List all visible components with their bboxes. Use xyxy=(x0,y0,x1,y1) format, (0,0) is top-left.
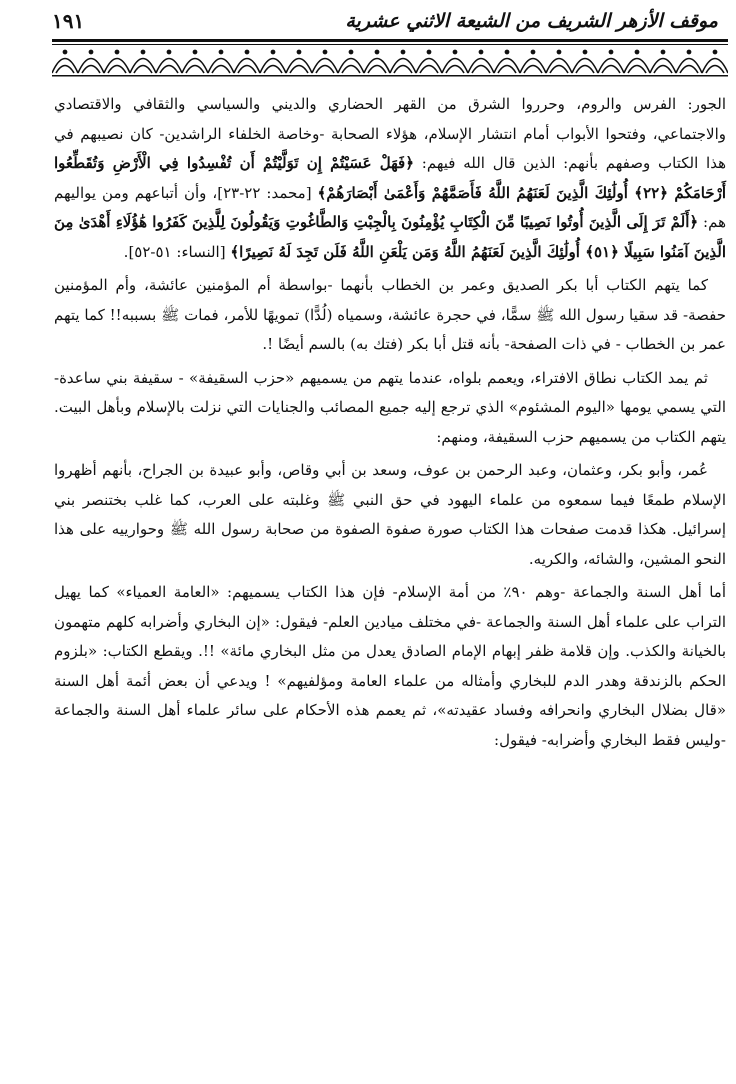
ornament-dot xyxy=(635,50,638,53)
ornament-dot xyxy=(141,50,144,53)
ornament-dot xyxy=(557,50,560,53)
ornament-loop xyxy=(186,66,204,74)
ornament-dot xyxy=(427,50,430,53)
ornament-dot xyxy=(271,50,274,53)
ornament-dot xyxy=(297,50,300,53)
ornament-dot xyxy=(219,50,222,53)
ornament-loop xyxy=(498,66,516,74)
ornament-loop xyxy=(212,66,230,74)
quran-verse-nisa-51-52: ﴿أَلَمْ تَرَ إِلَى الَّذِينَ أُوتُوا نَصِيبًا مِّنَ الْكِتَابِ يُؤْمِنُونَ بِالْجِبْتِ وَالطَّاغُوتِ وَيَقُولُونَ لِلَّذِينَ كَفَرُوا هَٰؤُلَاءِ أَهْدَىٰ مِنَ الَّذِينَ آمَنُوا سَبِيلًا ﴿٥١﴾ أُولَٰئِكَ الَّذِينَ لَعَنَهُمُ اللَّهُ وَمَن يَلْعَنِ اللَّهُ فَلَن تَجِدَ لَهُ نَصِيرًا﴾ xyxy=(54,213,726,261)
ornament-loop xyxy=(628,66,646,74)
running-title: موقف الأزهر الشريف من الشيعة الاثني عشرية xyxy=(345,10,718,32)
paragraph-1 xyxy=(54,90,726,267)
ornament-dot xyxy=(479,50,482,53)
ornament-loop xyxy=(160,66,178,74)
ornament-dot xyxy=(687,50,690,53)
text-segment: الجور: الفرس والروم، وحرروا الشرق من القهر الحضاري والديني والسياسي والثقافي والاقتصادي والاجتماعي، وفتحوا الأبواب أمام انتشار الإسلام، هؤلاء الصحابة -وخاصة الخلفاء الراشدين- كان نصيبهم في هذا الكتاب وصفهم بأنهم: الذين قال الله فيهم: xyxy=(54,95,726,172)
ornament-dot xyxy=(505,50,508,53)
paragraph-5 xyxy=(54,578,726,755)
text-segment: ثم يمد الكتاب نطاق الافتراء، ويعمم بلواه، عندما يتهم من يسميهم «حزب السقيفة» - سقيفة بني ساعدة- التي يسمي يومها «اليوم المشئوم» الذي ترجع إليه جميع المصائب والجنايات التي نزلت بالإسلام وبأهل البيت. يتهم الكتاب من يسميهم حزب السقيفة، ومنهم: xyxy=(54,368,726,446)
citation: [النساء: ٥١-٥٢]. xyxy=(123,242,231,261)
ornament-loop xyxy=(550,66,568,74)
arabesque-border-icon xyxy=(52,38,728,80)
ornament-loop xyxy=(290,66,308,74)
text-segment: عُمر، وأبو بكر، وعثمان، وعبد الرحمن بن عوف، وسعد بن أبي وقاص، وأبو عبيدة بن الجراح، بأنهم أظهروا الإسلام طمعًا فيما سمعوه من علماء اليهود في حق النبي ﷺ وغلبته على العرب، كما غلب بختنصر بني إسرائيل. هكذا قدمت صفحات هذا الكتاب صورة صفوة الصفوة من صحابة رسول الله ﷺ وحوارييه على هذا النحو المشين، والشائه، والكريه. xyxy=(54,461,726,568)
ornament-dot xyxy=(89,50,92,53)
ornament-dot xyxy=(323,50,326,53)
ornament-loop xyxy=(108,66,126,74)
ornament-loop xyxy=(264,66,282,74)
ornament-dot xyxy=(63,50,66,53)
main-text xyxy=(54,90,726,755)
ornament-loop xyxy=(472,66,490,74)
ornament-loop xyxy=(680,66,698,74)
paragraph-3 xyxy=(54,364,726,453)
ornament-loop xyxy=(394,66,412,74)
ornament-loop xyxy=(368,66,386,74)
ornament-dot xyxy=(713,50,716,53)
ornament-loop xyxy=(56,66,74,74)
ornament-dot xyxy=(453,50,456,53)
text-segment: كما يتهم الكتاب أبا بكر الصديق وعمر بن الخطاب بأنهما -بواسطة أم المؤمنين عائشة، وأم المؤمنين حفصة- قد سقيا رسول الله ﷺ سمًّا، في حجرة عائشة، وسمياه (لُدًّا) تمويهًا للأمر، فمات ﷺ بسببه!! كما يتهم عمر بن الخطاب - في ذات الصفحة- بأنه قتل أبا بكر (فتك به) بالسم أيضًا !. xyxy=(54,276,726,353)
ornament-loop xyxy=(342,66,360,74)
ornament-dot xyxy=(583,50,586,53)
ornament-loop xyxy=(446,66,464,74)
ornament-loop xyxy=(82,66,100,74)
ornament-loop xyxy=(654,66,672,74)
ornament-loop xyxy=(420,66,438,74)
ornament-loop xyxy=(602,66,620,74)
ornament-dot xyxy=(349,50,352,53)
text-segment: أما أهل السنة والجماعة -وهم ٩٠٪ من أمة الإسلام- فإن هذا الكتاب يسميهم: «العامة العمياء» كما يهيل التراب على علماء أهل السنة والجماعة -في مختلف ميادين العلم- فيقول: «إن البخاري وأضرابه كلهم متهمون بالخيانة والكذب. وإن قلامة ظفر إبهام الإمام الصادق يعدل من مثل البخاري مائة» !!. ويقطع الكتاب: «بلزوم الحكم بالزندقة وهدر الدم للبخاري وأمثاله من علماء العامة ومؤلفيهم» ! ويدعي أن بعض أئمة أهل السنة «قال بضلال البخاري وانحرافه وفساد عقيدته»، ثم يعمم هذه الأحكام على سائر علماء أهل السنة والجماعة -وليس فقط البخاري وأضرابه- فيقول: xyxy=(54,583,726,749)
page-header xyxy=(52,6,718,36)
ornament-dot xyxy=(245,50,248,53)
page-number: ١٩١ xyxy=(52,9,85,33)
ornament-loop xyxy=(706,66,724,74)
ornament-dot xyxy=(167,50,170,53)
ornament-loop xyxy=(576,66,594,74)
quran-verse-muhammad-22-23: ﴿فَهَلْ عَسَيْتُمْ إِن تَوَلَّيْتُمْ أَن تُفْسِدُوا فِي الْأَرْضِ وَتُقَطِّعُوا أَرْحَامَكُمْ ﴿٢٢﴾ أُولَٰئِكَ الَّذِينَ لَعَنَهُمُ اللَّهُ فَأَصَمَّهُمْ وَأَعْمَىٰ أَبْصَارَهُمْ﴾ xyxy=(54,154,726,202)
ornament-dot xyxy=(375,50,378,53)
ornament-loop xyxy=(524,66,542,74)
ornament-dot xyxy=(661,50,664,53)
paragraph-4 xyxy=(54,456,726,574)
text-segment: [محمد: ٢٢-٢٣]، وأن أتباعهم ومن يواليهم هم: xyxy=(54,183,726,231)
ornament-loop xyxy=(238,66,256,74)
ornament-loop xyxy=(316,66,334,74)
paragraph-2 xyxy=(54,271,726,360)
ornament-dot xyxy=(531,50,534,53)
ornament-dot xyxy=(115,50,118,53)
ornament-dot xyxy=(401,50,404,53)
ornament-loop xyxy=(134,66,152,74)
ornament-dot xyxy=(609,50,612,53)
ornament-dot xyxy=(193,50,196,53)
